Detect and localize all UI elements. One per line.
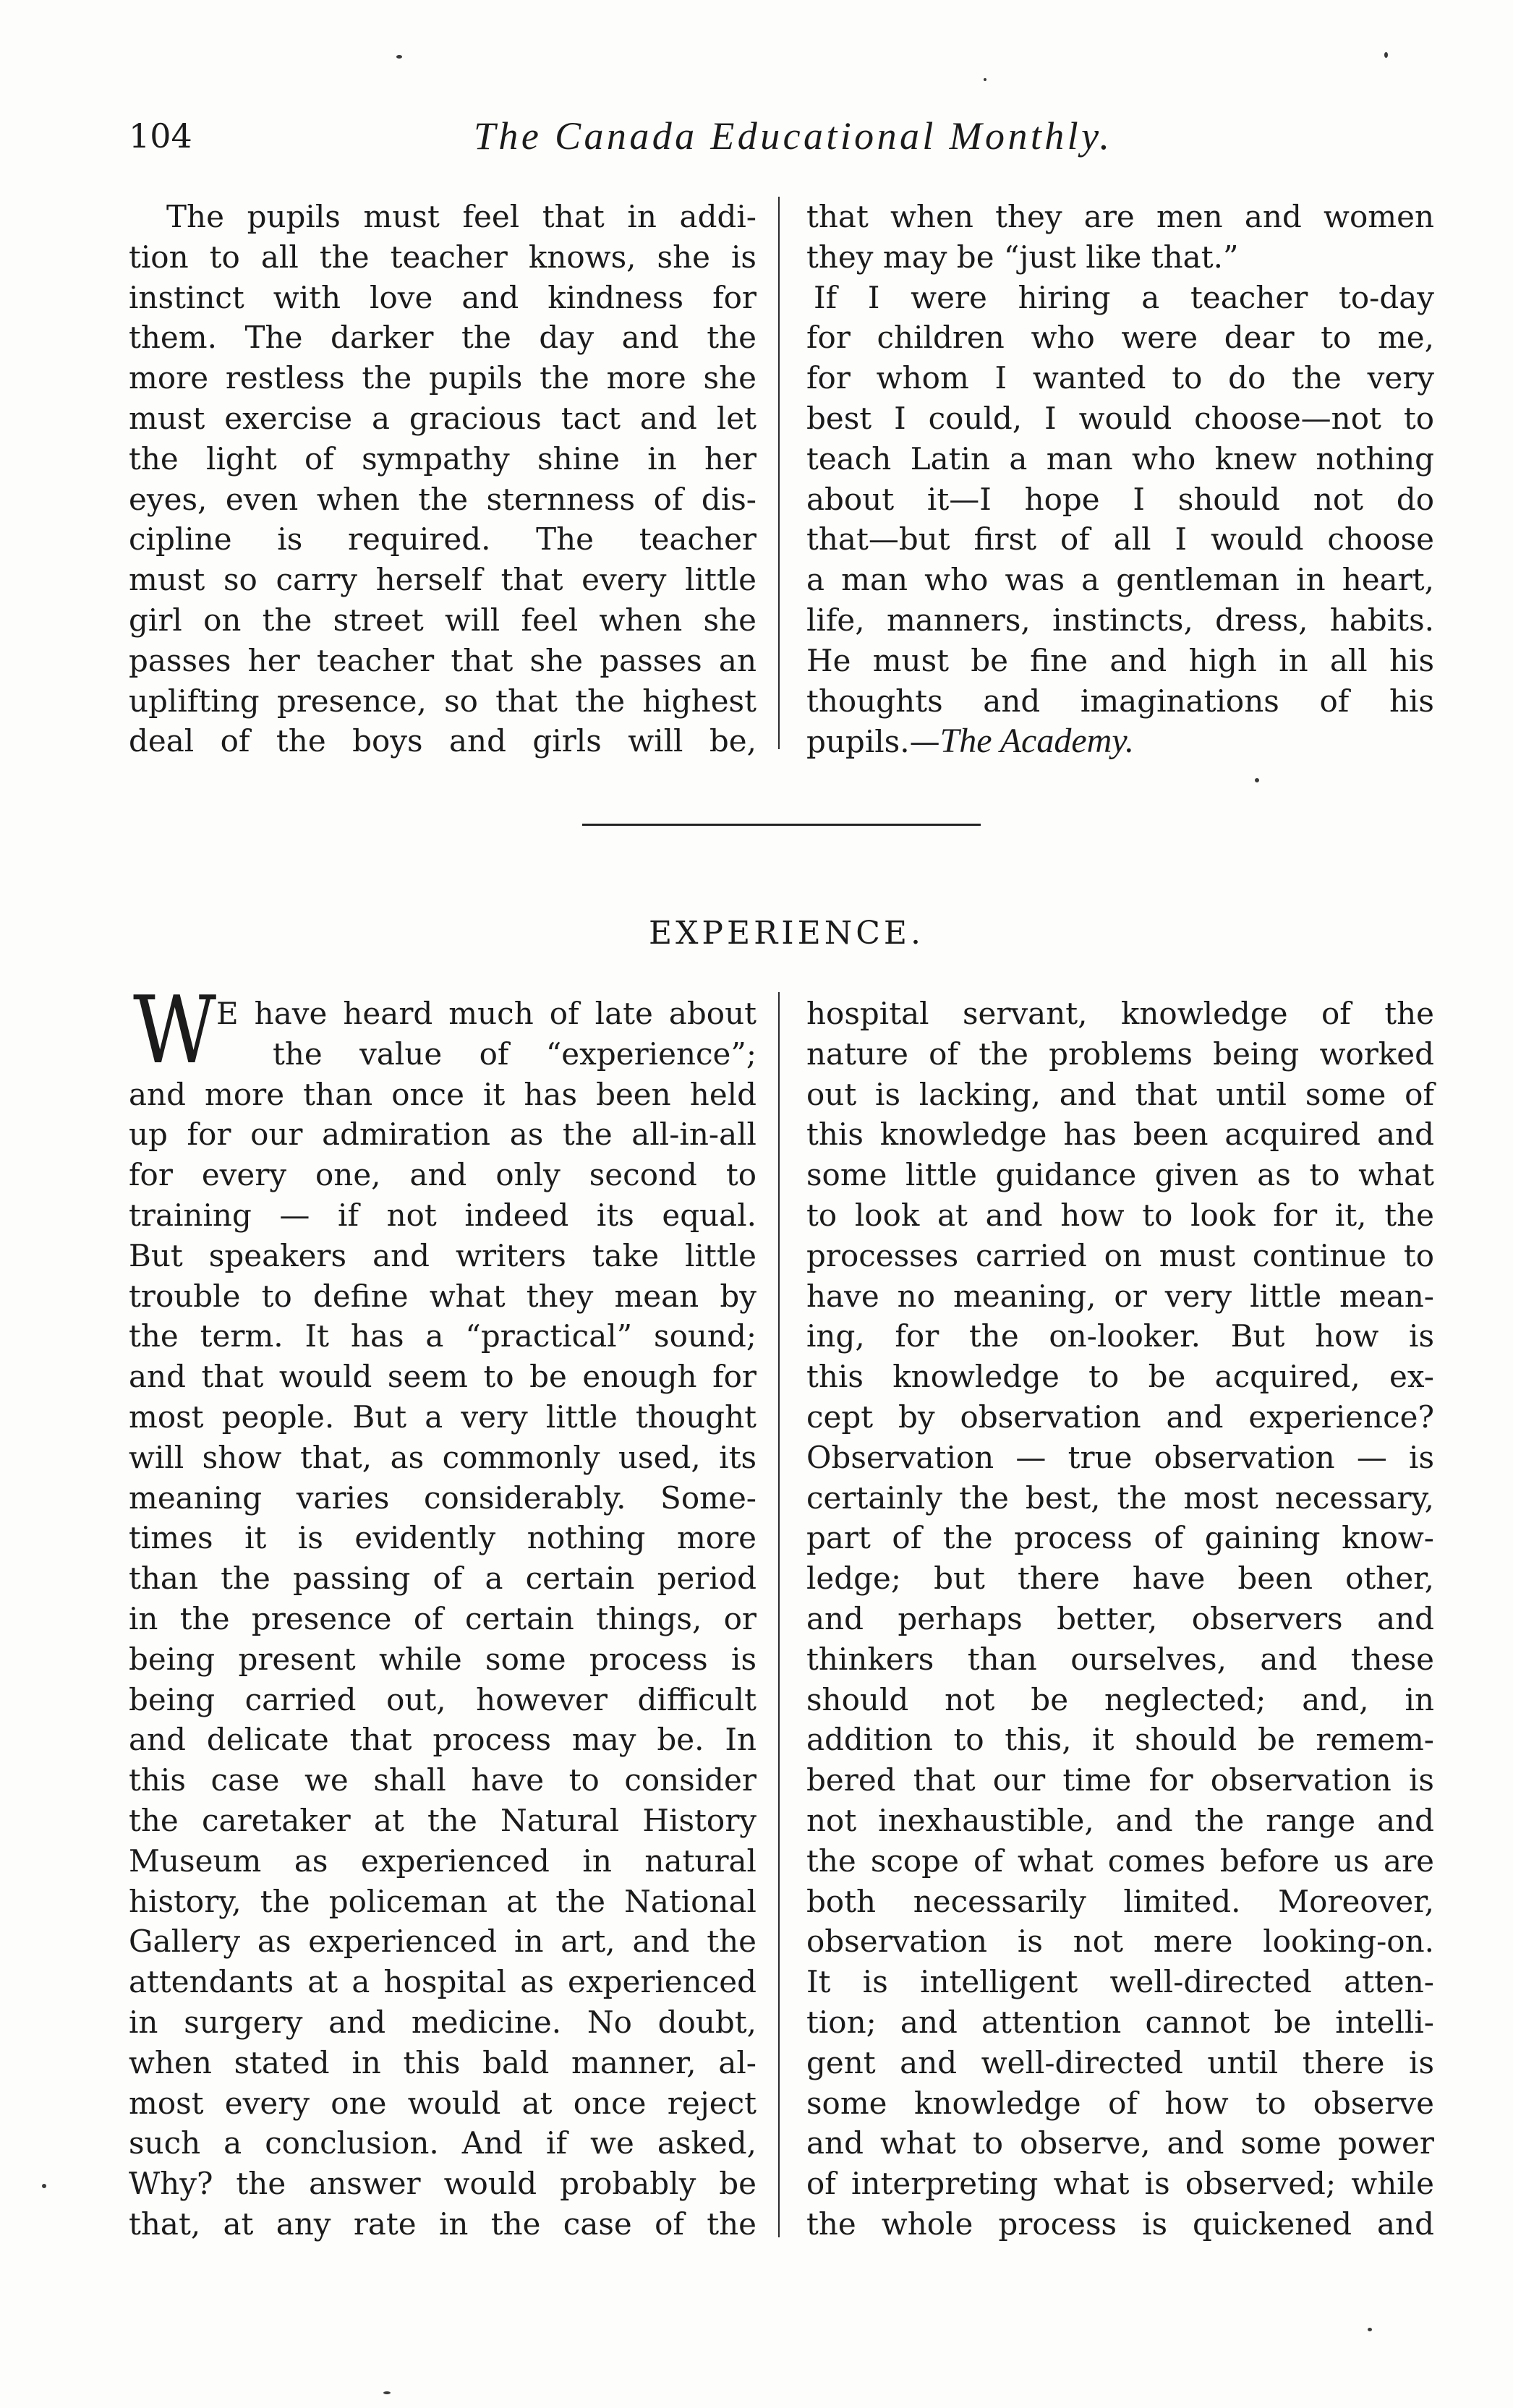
scan-speck xyxy=(1384,52,1388,58)
text-line: observation is not mere looking-on. xyxy=(806,1924,1434,1960)
text-line: both necessarily limited. Moreover, xyxy=(806,1883,1434,1919)
text-line: than the passing of a certain period xyxy=(129,1560,756,1597)
text-line: and perhaps better, observers and xyxy=(806,1600,1434,1636)
article-left-column xyxy=(129,994,756,2245)
text-line xyxy=(806,721,1434,761)
text-line: should not be neglected; and, in xyxy=(806,1681,1434,1717)
text-line: the caretaker at the Natural History xyxy=(129,1802,756,1838)
text-line: cipline is required. The teacher xyxy=(129,521,756,558)
text-line: But speakers and writers take little xyxy=(129,1237,756,1273)
text-line: instinct with love and kindness for xyxy=(129,279,756,315)
scan-speck xyxy=(1255,778,1259,782)
running-title: The Canada Educational Monthly. xyxy=(474,114,1113,158)
text-line: that when they are men and women xyxy=(806,199,1434,234)
text-line: The pupils must feel that in addi- xyxy=(166,199,756,234)
column-divider xyxy=(778,197,780,749)
text-line: bered that our time for observation is xyxy=(806,1762,1434,1798)
text-line: most people. But a very little thought xyxy=(129,1399,756,1435)
text-line: meaning varies considerably. Some- xyxy=(129,1480,756,1516)
text-line: nature of the problems being worked xyxy=(806,1036,1434,1072)
text-line: trouble to define what they mean by xyxy=(129,1278,756,1314)
text-line: must exercise a gracious tact and let xyxy=(129,400,756,436)
text-line: cept by observation and experience? xyxy=(806,1399,1434,1435)
text-line: the scope of what comes before us are xyxy=(806,1843,1434,1879)
text-line: attendants at a hospital as experienced xyxy=(129,1964,756,2000)
page-number: 104 xyxy=(129,116,192,155)
column-divider xyxy=(778,992,780,2237)
text-line: thoughts and imaginations of his xyxy=(806,683,1434,719)
text-line: life, manners, instincts, dress, habits. xyxy=(806,602,1434,638)
text-line: most every one would at once reject xyxy=(129,2085,756,2121)
text-line: for every one, and only second to xyxy=(129,1157,756,1193)
scan-speck xyxy=(42,2184,46,2188)
text-line: in the presence of certain things, or xyxy=(129,1600,756,1636)
text-line: the light of sympathy shine in her xyxy=(129,440,756,477)
text-line: some knowledge of how to observe xyxy=(806,2085,1434,2121)
text-line: such a conclusion. And if we asked, xyxy=(129,2125,756,2161)
drop-cap: W xyxy=(133,977,217,1085)
text-line: addition to this, it should be remem- xyxy=(806,1722,1434,1758)
text-line: part of the process of gaining know- xyxy=(806,1520,1434,1556)
text-line: for children who were dear to me, xyxy=(806,320,1434,356)
scan-speck xyxy=(984,78,986,81)
text-line: must so carry herself that every little xyxy=(129,562,756,598)
previous-article-left-column xyxy=(129,197,756,761)
text-line: ing, for the on-looker. But how is xyxy=(806,1318,1434,1354)
text-line: and more than once it has been held xyxy=(129,1076,756,1112)
text-line: this case we shall have to consider xyxy=(129,1762,756,1798)
text-line: passes her teacher that she passes an xyxy=(129,642,756,678)
text-line: for whom I wanted to do the very xyxy=(806,360,1434,396)
text-line: deal of the boys and girls will be, xyxy=(129,723,756,759)
text-line: eyes, even when the sternness of dis- xyxy=(129,481,756,517)
text-line: more restless the pupils the more she xyxy=(129,360,756,396)
text-line: uplifting presence, so that the highest xyxy=(129,683,756,719)
text-line: have no meaning, or very little mean- xyxy=(806,1278,1434,1314)
text-line: He must be fine and high in all his xyxy=(806,642,1434,678)
text-line: and what to observe, and some power xyxy=(806,2125,1434,2161)
text-line: E have heard much of late about xyxy=(216,996,756,1031)
text-line: Gallery as experienced in art, and the xyxy=(129,1924,756,1960)
source-attribution: The Academy. xyxy=(939,722,1134,761)
text-line: in surgery and medicine. No doubt, xyxy=(129,2004,756,2040)
text-line: If I were hiring a teacher to-day xyxy=(814,279,1434,315)
text-line: about it—I hope I should not do xyxy=(806,481,1434,517)
text-line: history, the policeman at the National xyxy=(129,1883,756,1919)
article-right-column xyxy=(806,994,1434,2245)
text-line: some little guidance given as to what xyxy=(806,1157,1434,1193)
text-line: that—but first of all I would choose xyxy=(806,521,1434,558)
text-line: hospital servant, knowledge of the xyxy=(806,996,1434,1031)
text-line: out is lacking, and that until some of xyxy=(806,1076,1434,1112)
text-line: them. The darker the day and the xyxy=(129,320,756,356)
text-line: the whole process is quickened and xyxy=(806,2206,1434,2242)
text-line: training — if not indeed its equal. xyxy=(129,1197,756,1233)
text-line: that, at any rate in the case of the xyxy=(129,2206,756,2242)
text-line: of interpreting what is observed; while xyxy=(806,2166,1434,2202)
text-line: best I could, I would choose—not to xyxy=(806,400,1434,436)
previous-article-right-column xyxy=(806,197,1434,761)
scan-speck xyxy=(383,2391,391,2394)
text-line: being carried out, however difficult xyxy=(129,1681,756,1717)
text-line: and delicate that process may be. In xyxy=(129,1722,756,1758)
text-line: processes carried on must continue to xyxy=(806,1237,1434,1273)
text-line: and that would seem to be enough for xyxy=(129,1359,756,1395)
scan-speck xyxy=(1368,2328,1372,2331)
text-line: times it is evidently nothing more xyxy=(129,1520,756,1556)
text-line: Museum as experienced in natural xyxy=(129,1843,756,1879)
text-line: they may be “just like that.” xyxy=(806,239,1239,275)
text-line: gent and well-directed until there is xyxy=(806,2044,1434,2080)
text-line: will show that, as commonly used, its xyxy=(129,1439,756,1475)
text-line: not inexhaustible, and the range and xyxy=(806,1802,1434,1838)
text-line: Observation — true observation — is xyxy=(806,1439,1434,1475)
section-separator xyxy=(582,824,981,826)
text-line: Why? the answer would probably be xyxy=(129,2166,756,2202)
text-line: certainly the best, the most necessary, xyxy=(806,1480,1434,1516)
text-line-content: pupils.— xyxy=(806,724,940,760)
text-line: teach Latin a man who knew nothing xyxy=(806,440,1434,477)
text-line: tion; and attention cannot be intelli- xyxy=(806,2004,1434,2040)
scan-speck xyxy=(396,55,402,59)
text-line: the term. It has a “practical” sound; xyxy=(129,1318,756,1354)
article-title: EXPERIENCE. xyxy=(648,915,925,952)
text-line: this knowledge to be acquired, ex- xyxy=(806,1359,1434,1395)
text-line: being present while some process is xyxy=(129,1641,756,1677)
text-line: to look at and how to look for it, the xyxy=(806,1197,1434,1233)
text-line: It is intelligent well-directed atten- xyxy=(806,1964,1434,2000)
text-line: the value of “experience”; xyxy=(273,1036,756,1072)
text-line: when stated in this bald manner, al- xyxy=(129,2044,756,2080)
text-line: ledge; but there have been other, xyxy=(806,1560,1434,1597)
text-line: thinkers than ourselves, and these xyxy=(806,1641,1434,1677)
text-line: girl on the street will feel when she xyxy=(129,602,756,638)
text-line: this knowledge has been acquired and xyxy=(806,1117,1434,1153)
text-line: tion to all the teacher knows, she is xyxy=(129,239,756,275)
text-line: up for our admiration as the all-in-all xyxy=(129,1117,756,1153)
text-line: a man who was a gentleman in heart, xyxy=(806,562,1434,598)
